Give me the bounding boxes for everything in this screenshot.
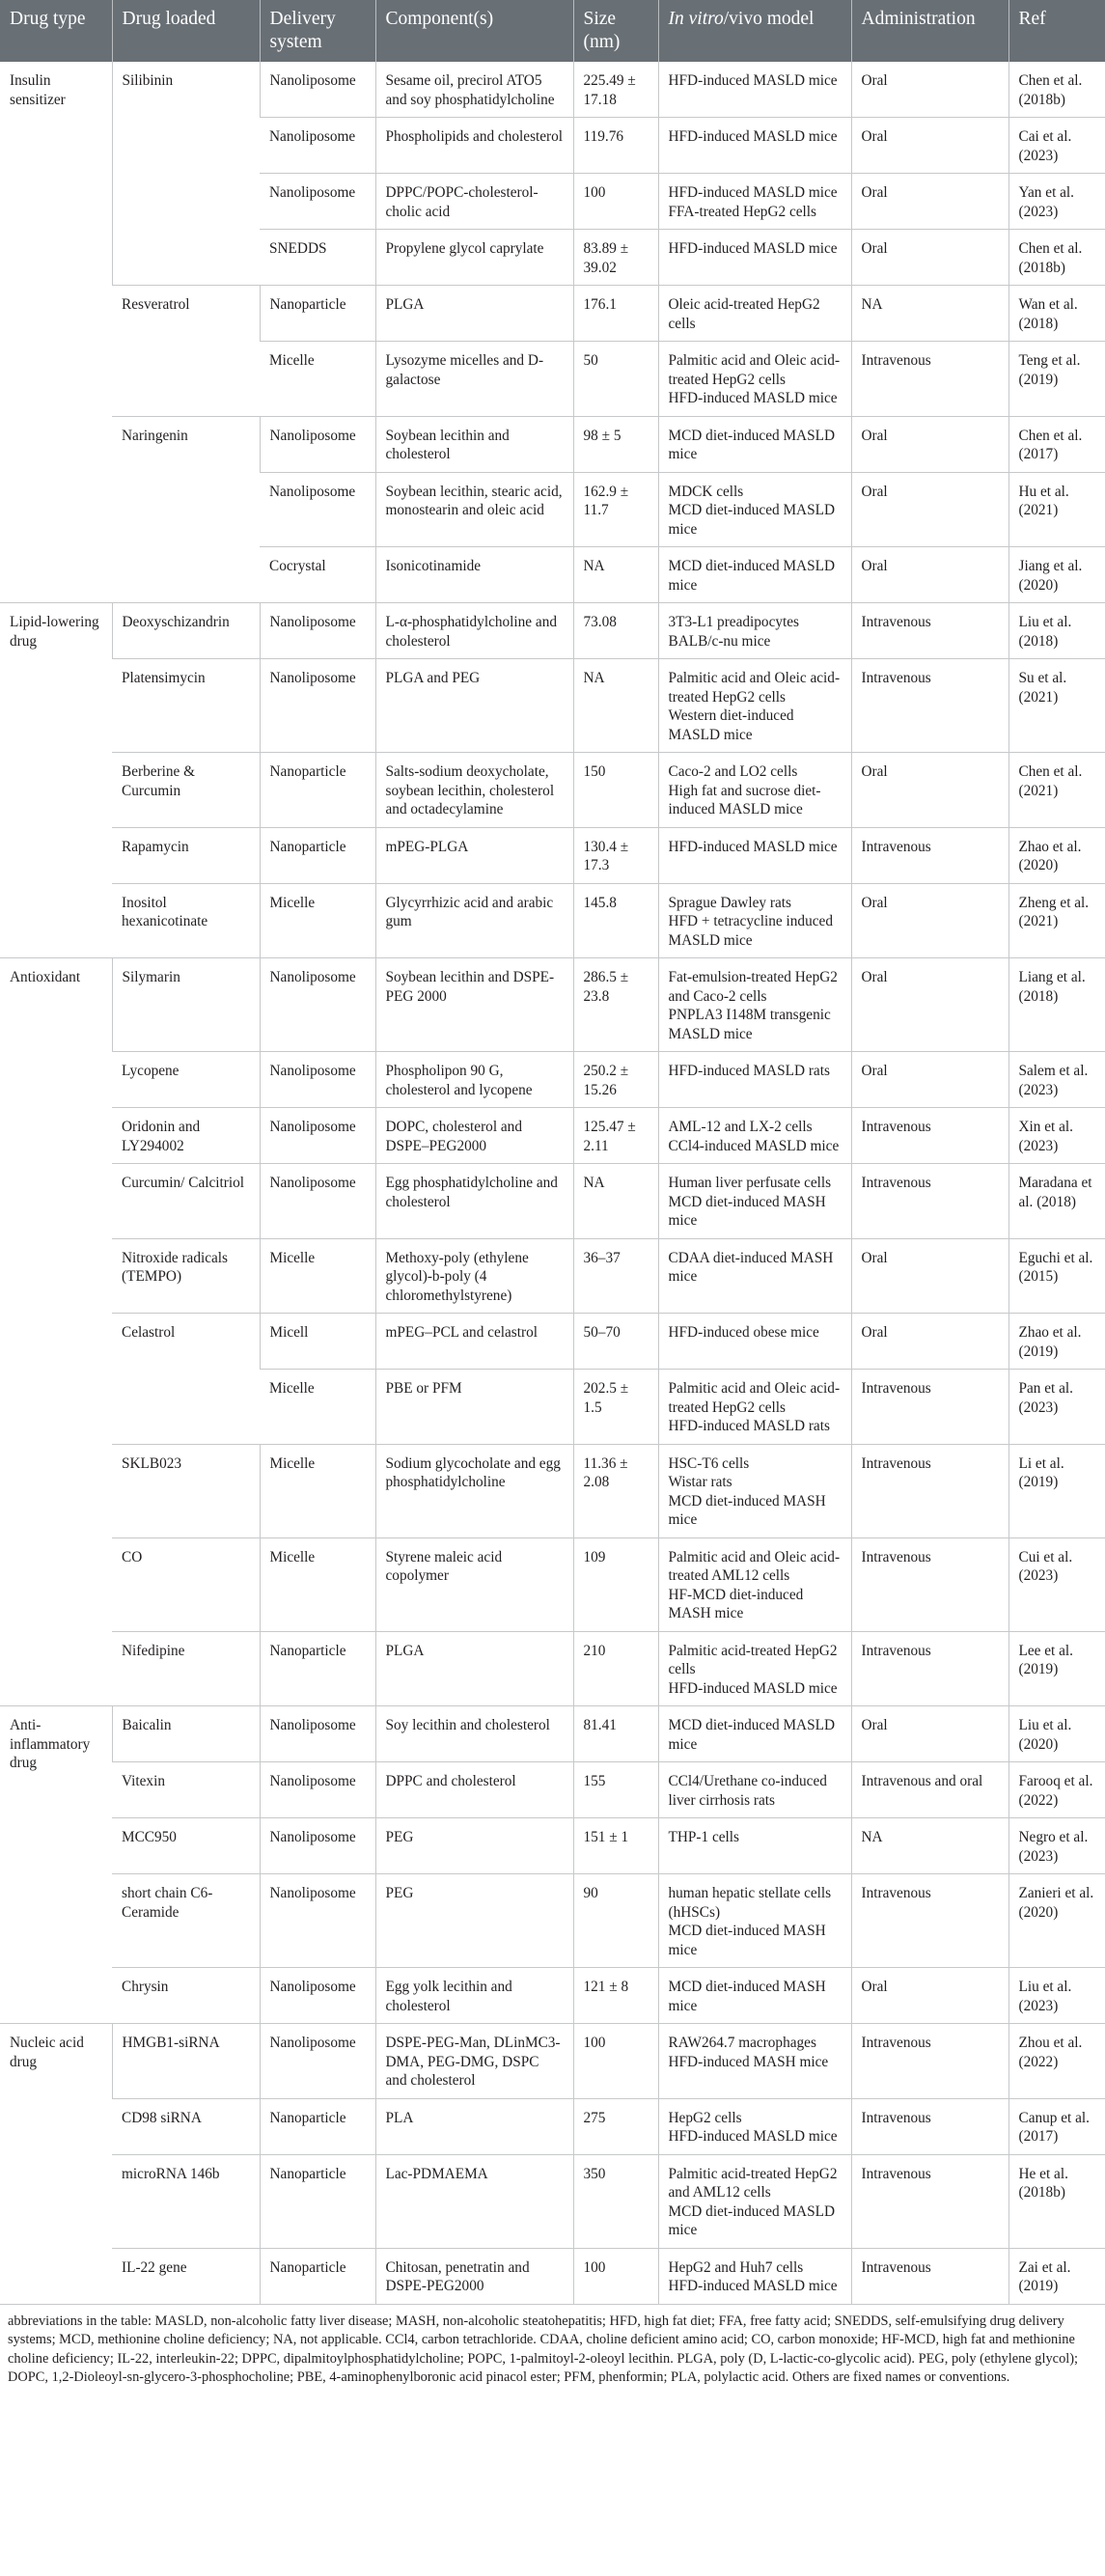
model-cell: Palmitic acid-treated HepG2 cells HFD-induced MASLD mice: [658, 1631, 851, 1706]
ref-cell: Liu et al. (2018): [1008, 603, 1105, 659]
model-cell: RAW264.7 macrophages HFD-induced MASH mice: [658, 2024, 851, 2099]
model-cell: HSC-T6 cells Wistar rats MCD diet-induced MASH mice: [658, 1444, 851, 1537]
model-cell: MDCK cells MCD diet-induced MASLD mice: [658, 472, 851, 547]
drug-loaded-cell: Celastrol: [112, 1314, 260, 1445]
table-row: [0, 1108, 1105, 1164]
delivery-system-cell: Nanoparticle: [260, 1631, 375, 1706]
delivery-system-cell: Nanoliposome: [260, 1762, 375, 1818]
drug-loaded-cell: short chain C6-Ceramide: [112, 1874, 260, 1968]
administration-cell: Intravenous: [851, 1444, 1008, 1537]
table-row: [0, 2024, 1105, 2099]
components-cell: Glycyrrhizic acid and arabic gum: [375, 883, 573, 958]
table-row: [0, 1444, 1105, 1537]
table-row: [0, 2098, 1105, 2154]
administration-cell: Intravenous: [851, 342, 1008, 417]
drug-loaded-cell: IL-22 gene: [112, 2248, 260, 2304]
header-size: Size (nm): [573, 0, 658, 62]
header-delivery-system: Delivery system: [260, 0, 375, 62]
administration-cell: Intravenous: [851, 1537, 1008, 1631]
ref-cell: Chen et al. (2018b): [1008, 62, 1105, 118]
model-cell: Palmitic acid and Oleic acid-treated HepG2 cells HFD-induced MASLD rats: [658, 1370, 851, 1445]
ref-cell: Zhao et al. (2020): [1008, 827, 1105, 883]
components-cell: Egg phosphatidylcholine and cholesterol: [375, 1164, 573, 1239]
drug-type-cell: Lipid-lowering drug: [0, 603, 112, 958]
model-cell: Palmitic acid-treated HepG2 and AML12 cells MCD diet-induced MASLD mice: [658, 2154, 851, 2248]
model-cell: 3T3-L1 preadipocytes BALB/c-nu mice: [658, 603, 851, 659]
table-row: [0, 2154, 1105, 2248]
drug-loaded-cell: Lycopene: [112, 1052, 260, 1108]
size-cell: 100: [573, 2248, 658, 2304]
administration-cell: Oral: [851, 958, 1008, 1052]
size-cell: 202.5 ± 1.5: [573, 1370, 658, 1445]
model-cell: Palmitic acid and Oleic acid-treated AML12 cells HF-MCD diet-induced MASH mice: [658, 1537, 851, 1631]
model-cell: AML-12 and LX-2 cells CCl4-induced MASLD mice: [658, 1108, 851, 1164]
ref-cell: Liu et al. (2020): [1008, 1706, 1105, 1762]
header-administration: Administration: [851, 0, 1008, 62]
administration-cell: Intravenous: [851, 659, 1008, 753]
size-cell: 36–37: [573, 1238, 658, 1314]
ref-cell: Jiang et al. (2020): [1008, 547, 1105, 603]
components-cell: PLA: [375, 2098, 573, 2154]
delivery-system-cell: Nanoliposome: [260, 958, 375, 1052]
delivery-system-cell: Cocrystal: [260, 547, 375, 603]
delivery-system-cell: Nanoparticle: [260, 827, 375, 883]
components-cell: Sodium glycocholate and egg phosphatidylcholine: [375, 1444, 573, 1537]
ref-cell: Canup et al. (2017): [1008, 2098, 1105, 2154]
model-cell: Palmitic acid and Oleic acid-treated HepG2 cells Western diet-induced MASLD mice: [658, 659, 851, 753]
header-model-italic: In vitro: [668, 9, 724, 29]
components-cell: Lac-PDMAEMA: [375, 2154, 573, 2248]
size-cell: 100: [573, 174, 658, 230]
size-cell: 90: [573, 1874, 658, 1968]
ref-cell: Lee et al. (2019): [1008, 1631, 1105, 1706]
model-cell: HFD-induced MASLD mice: [658, 827, 851, 883]
table-row: [0, 62, 1105, 118]
ref-cell: Li et al. (2019): [1008, 1444, 1105, 1537]
size-cell: NA: [573, 659, 658, 753]
drug-loaded-cell: CD98 siRNA: [112, 2098, 260, 2154]
size-cell: 98 ± 5: [573, 416, 658, 472]
administration-cell: Oral: [851, 1052, 1008, 1108]
delivery-system-cell: Nanoliposome: [260, 2024, 375, 2099]
components-cell: mPEG–PCL and celastrol: [375, 1314, 573, 1370]
table-row: [0, 1164, 1105, 1239]
administration-cell: Intravenous: [851, 827, 1008, 883]
administration-cell: NA: [851, 286, 1008, 342]
model-cell: HFD-induced MASLD rats: [658, 1052, 851, 1108]
administration-cell: Oral: [851, 547, 1008, 603]
table-row: [0, 883, 1105, 958]
administration-cell: Oral: [851, 472, 1008, 547]
delivery-system-cell: Micelle: [260, 1444, 375, 1537]
administration-cell: NA: [851, 1818, 1008, 1874]
delivery-system-cell: Nanoliposome: [260, 118, 375, 174]
drug-loaded-cell: HMGB1-siRNA: [112, 2024, 260, 2099]
model-cell: CCl4/Urethane co-induced liver cirrhosis rats: [658, 1762, 851, 1818]
drug-type-cell: Anti-inflammatory drug: [0, 1706, 112, 2024]
components-cell: Soybean lecithin, stearic acid, monostearin and oleic acid: [375, 472, 573, 547]
size-cell: 125.47 ± 2.11: [573, 1108, 658, 1164]
size-cell: 151 ± 1: [573, 1818, 658, 1874]
components-cell: Lysozyme micelles and D-galactose: [375, 342, 573, 417]
table-row: [0, 1874, 1105, 1968]
components-cell: Phospholipids and cholesterol: [375, 118, 573, 174]
drug-loaded-cell: Rapamycin: [112, 827, 260, 883]
delivery-system-cell: Nanoliposome: [260, 1968, 375, 2024]
drug-loaded-cell: Vitexin: [112, 1762, 260, 1818]
table-row: [0, 1968, 1105, 2024]
drug-loaded-cell: Resveratrol: [112, 286, 260, 417]
ref-cell: Liu et al. (2023): [1008, 1968, 1105, 2024]
administration-cell: Intravenous: [851, 1631, 1008, 1706]
model-cell: MCD diet-induced MASLD mice: [658, 547, 851, 603]
size-cell: 109: [573, 1537, 658, 1631]
ref-cell: Zanieri et al. (2020): [1008, 1874, 1105, 1968]
size-cell: 162.9 ± 11.7: [573, 472, 658, 547]
ref-cell: Zheng et al. (2021): [1008, 883, 1105, 958]
table-row: [0, 286, 1105, 342]
delivery-system-cell: Nanoliposome: [260, 603, 375, 659]
components-cell: Phospholipon 90 G, cholesterol and lycopene: [375, 1052, 573, 1108]
delivery-system-cell: Nanoliposome: [260, 1164, 375, 1239]
drug-loaded-cell: SKLB023: [112, 1444, 260, 1537]
components-cell: PBE or PFM: [375, 1370, 573, 1445]
table-row: [0, 1052, 1105, 1108]
ref-cell: Maradana et al. (2018): [1008, 1164, 1105, 1239]
administration-cell: Oral: [851, 416, 1008, 472]
ref-cell: Zai et al. (2019): [1008, 2248, 1105, 2304]
ref-cell: Cai et al. (2023): [1008, 118, 1105, 174]
model-cell: Oleic acid-treated HepG2 cells: [658, 286, 851, 342]
components-cell: Styrene maleic acid copolymer: [375, 1537, 573, 1631]
administration-cell: Oral: [851, 1706, 1008, 1762]
drug-loaded-cell: MCC950: [112, 1818, 260, 1874]
ref-cell: Zhao et al. (2019): [1008, 1314, 1105, 1370]
ref-cell: Teng et al. (2019): [1008, 342, 1105, 417]
ref-cell: Chen et al. (2021): [1008, 753, 1105, 828]
drug-loaded-cell: CO: [112, 1537, 260, 1631]
model-cell: MCD diet-induced MASLD mice: [658, 1706, 851, 1762]
components-cell: DOPC, cholesterol and DSPE–PEG2000: [375, 1108, 573, 1164]
ref-cell: Zhou et al. (2022): [1008, 2024, 1105, 2099]
delivery-system-cell: Nanoparticle: [260, 2248, 375, 2304]
delivery-system-cell: Nanoliposome: [260, 1706, 375, 1762]
delivery-system-cell: Nanoliposome: [260, 1818, 375, 1874]
administration-cell: Oral: [851, 118, 1008, 174]
drug-loaded-cell: Platensimycin: [112, 659, 260, 753]
table-row: [0, 827, 1105, 883]
administration-cell: Oral: [851, 174, 1008, 230]
components-cell: Propylene glycol caprylate: [375, 230, 573, 286]
delivery-system-cell: Nanoliposome: [260, 472, 375, 547]
drug-loaded-cell: Silibinin: [112, 62, 260, 286]
size-cell: 150: [573, 753, 658, 828]
model-cell: Sprague Dawley rats HFD + tetracycline induced MASLD mice: [658, 883, 851, 958]
table-row: [0, 1537, 1105, 1631]
components-cell: Soy lecithin and cholesterol: [375, 1706, 573, 1762]
size-cell: 275: [573, 2098, 658, 2154]
size-cell: 225.49 ± 17.18: [573, 62, 658, 118]
delivery-system-cell: Micelle: [260, 1537, 375, 1631]
size-cell: 210: [573, 1631, 658, 1706]
administration-cell: Oral: [851, 1238, 1008, 1314]
model-cell: Caco-2 and LO2 cells High fat and sucrose diet-induced MASLD mice: [658, 753, 851, 828]
table-row: [0, 603, 1105, 659]
table-row: [0, 1706, 1105, 1762]
drug-loaded-cell: Silymarin: [112, 958, 260, 1052]
administration-cell: Oral: [851, 1968, 1008, 2024]
ref-cell: Pan et al. (2023): [1008, 1370, 1105, 1445]
administration-cell: Intravenous: [851, 2248, 1008, 2304]
drug-loaded-cell: Baicalin: [112, 1706, 260, 1762]
size-cell: 11.36 ± 2.08: [573, 1444, 658, 1537]
size-cell: 119.76: [573, 118, 658, 174]
table-row: [0, 1314, 1105, 1370]
administration-cell: Intravenous: [851, 2098, 1008, 2154]
administration-cell: Intravenous: [851, 1164, 1008, 1239]
header-components: Component(s): [375, 0, 573, 62]
components-cell: Methoxy-poly (ethylene glycol)-b-poly (4 chloromethylstyrene): [375, 1238, 573, 1314]
administration-cell: Oral: [851, 62, 1008, 118]
model-cell: HFD-induced MASLD mice: [658, 118, 851, 174]
components-cell: Soybean lecithin and cholesterol: [375, 416, 573, 472]
administration-cell: Oral: [851, 883, 1008, 958]
administration-cell: Intravenous: [851, 603, 1008, 659]
administration-cell: Oral: [851, 753, 1008, 828]
drug-loaded-cell: Berberine & Curcumin: [112, 753, 260, 828]
ref-cell: Hu et al. (2021): [1008, 472, 1105, 547]
model-cell: Fat-emulsion-treated HepG2 and Caco-2 cells PNPLA3 I148M transgenic MASLD mice: [658, 958, 851, 1052]
size-cell: 73.08: [573, 603, 658, 659]
table-row: [0, 2248, 1105, 2304]
delivery-system-cell: Nanoparticle: [260, 2154, 375, 2248]
model-cell: CDAA diet-induced MASH mice: [658, 1238, 851, 1314]
model-cell: MCD diet-induced MASLD mice: [658, 416, 851, 472]
size-cell: NA: [573, 1164, 658, 1239]
ref-cell: Salem et al. (2023): [1008, 1052, 1105, 1108]
model-cell: MCD diet-induced MASH mice: [658, 1968, 851, 2024]
delivery-system-cell: Micelle: [260, 883, 375, 958]
delivery-system-cell: Micelle: [260, 1370, 375, 1445]
administration-cell: Intravenous: [851, 1108, 1008, 1164]
drug-type-cell: Nucleic acid drug: [0, 2024, 112, 2305]
components-cell: mPEG-PLGA: [375, 827, 573, 883]
delivery-system-cell: Nanoparticle: [260, 753, 375, 828]
ref-cell: Eguchi et al. (2015): [1008, 1238, 1105, 1314]
drug-loaded-cell: microRNA 146b: [112, 2154, 260, 2248]
components-cell: PLGA: [375, 1631, 573, 1706]
table-row: [0, 659, 1105, 753]
components-cell: PLGA and PEG: [375, 659, 573, 753]
size-cell: 250.2 ± 15.26: [573, 1052, 658, 1108]
header-ref: Ref: [1008, 0, 1105, 62]
table-row: [0, 1238, 1105, 1314]
ref-cell: Farooq et al. (2022): [1008, 1762, 1105, 1818]
size-cell: 286.5 ± 23.8: [573, 958, 658, 1052]
model-cell: HepG2 and Huh7 cells HFD-induced MASLD mice: [658, 2248, 851, 2304]
size-cell: 145.8: [573, 883, 658, 958]
model-cell: HFD-induced obese mice: [658, 1314, 851, 1370]
model-cell: Human liver perfusate cells MCD diet-induced MASH mice: [658, 1164, 851, 1239]
components-cell: PLGA: [375, 286, 573, 342]
components-cell: Egg yolk lecithin and cholesterol: [375, 1968, 573, 2024]
header-model: [658, 0, 851, 62]
components-cell: Soybean lecithin and DSPE-PEG 2000: [375, 958, 573, 1052]
delivery-system-cell: Micell: [260, 1314, 375, 1370]
drug-loaded-cell: Deoxyschizandrin: [112, 603, 260, 659]
drug-loaded-cell: Oridonin and LY294002: [112, 1108, 260, 1164]
delivery-system-cell: Nanoliposome: [260, 1874, 375, 1968]
table-row: [0, 1631, 1105, 1706]
delivery-system-cell: Nanoliposome: [260, 174, 375, 230]
ref-cell: Liang et al. (2018): [1008, 958, 1105, 1052]
model-cell: HFD-induced MASLD mice FFA-treated HepG2 cells: [658, 174, 851, 230]
drug-loaded-cell: Inositol hexanicotinate: [112, 883, 260, 958]
model-cell: HFD-induced MASLD mice: [658, 230, 851, 286]
components-cell: Salts-sodium deoxycholate, soybean lecithin, cholesterol and octadecylamine: [375, 753, 573, 828]
drug-loaded-cell: Naringenin: [112, 416, 260, 603]
model-cell: THP-1 cells: [658, 1818, 851, 1874]
drug-type-cell: Insulin sensitizer: [0, 62, 112, 603]
size-cell: 121 ± 8: [573, 1968, 658, 2024]
drug-loaded-cell: Chrysin: [112, 1968, 260, 2024]
size-cell: 155: [573, 1762, 658, 1818]
delivery-system-cell: Nanoliposome: [260, 1052, 375, 1108]
drug-loaded-cell: Curcumin/ Calcitriol: [112, 1164, 260, 1239]
administration-cell: Intravenous: [851, 1874, 1008, 1968]
ref-cell: Su et al. (2021): [1008, 659, 1105, 753]
delivery-system-cell: Micelle: [260, 342, 375, 417]
size-cell: 130.4 ± 17.3: [573, 827, 658, 883]
delivery-system-cell: Nanoliposome: [260, 62, 375, 118]
drug-loaded-cell: Nifedipine: [112, 1631, 260, 1706]
delivery-system-cell: Nanoliposome: [260, 659, 375, 753]
table-row: [0, 958, 1105, 1052]
table-footnote: abbreviations in the table: MASLD, non-alcoholic fatty liver disease; MASH, non-alcoholic steatohepatitis; HFD, high fat diet; FFA, free fatty acid; SNEDDS, self-emulsifying drug delivery systems; MCD, methionine choline deficiency; NA, not applicable. CCl4, carbon tetrachloride. CDAA, choline deficient amino acid; CO, carbon monoxide; HF-MCD, high fat and methionine choline deficiency; IL-22, interleukin-22; DPPC, dipalmitoylphosphatidylcholine; POPC, 1-palmitoyl-2-oleoyl lecithin. PLGA, poly (D, L-lactic-co-glycolic acid). PEG, poly (ethylene glycol); DOPC, 1,2-Dioleoyl-sn-glycero-3-phosphocholine; PBE, 4-aminophenylboronic acid pinacol ester; PFM, phenformin; PLA, polylactic acid. Others are fixed names or conventions.: [8, 2313, 1079, 2385]
size-cell: 50–70: [573, 1314, 658, 1370]
ref-cell: Wan et al. (2018): [1008, 286, 1105, 342]
administration-cell: Oral: [851, 230, 1008, 286]
ref-cell: He et al. (2018b): [1008, 2154, 1105, 2248]
header-row: [0, 0, 1105, 62]
header-drug-loaded: Drug loaded: [112, 0, 260, 62]
size-cell: 83.89 ± 39.02: [573, 230, 658, 286]
components-cell: DSPE-PEG-Man, DLinMC3-DMA, PEG-DMG, DSPC and cholesterol: [375, 2024, 573, 2099]
delivery-system-cell: Nanoparticle: [260, 2098, 375, 2154]
administration-cell: Intravenous and oral: [851, 1762, 1008, 1818]
size-cell: NA: [573, 547, 658, 603]
model-cell: HepG2 cells HFD-induced MASLD mice: [658, 2098, 851, 2154]
administration-cell: Intravenous: [851, 1370, 1008, 1445]
components-cell: Sesame oil, precirol ATO5 and soy phosphatidylcholine: [375, 62, 573, 118]
header-drug-type: Drug type: [0, 0, 112, 62]
components-cell: PEG: [375, 1818, 573, 1874]
delivery-system-cell: Nanoliposome: [260, 416, 375, 472]
ref-cell: Yan et al. (2023): [1008, 174, 1105, 230]
model-cell: HFD-induced MASLD mice: [658, 62, 851, 118]
ref-cell: Cui et al. (2023): [1008, 1537, 1105, 1631]
delivery-system-cell: SNEDDS: [260, 230, 375, 286]
delivery-system-cell: Nanoparticle: [260, 286, 375, 342]
drug-type-cell: Antioxidant: [0, 958, 112, 1706]
ref-cell: Chen et al. (2018b): [1008, 230, 1105, 286]
size-cell: 81.41: [573, 1706, 658, 1762]
components-cell: Chitosan, penetratin and DSPE-PEG2000: [375, 2248, 573, 2304]
components-cell: Isonicotinamide: [375, 547, 573, 603]
table-row: [0, 753, 1105, 828]
size-cell: 176.1: [573, 286, 658, 342]
components-cell: DPPC/POPC-cholesterol-cholic acid: [375, 174, 573, 230]
components-cell: PEG: [375, 1874, 573, 1968]
table-header: [0, 0, 1105, 62]
model-cell: Palmitic acid and Oleic acid-treated HepG2 cells HFD-induced MASLD mice: [658, 342, 851, 417]
components-cell: L-α-phosphatidylcholine and cholesterol: [375, 603, 573, 659]
delivery-system-cell: Micelle: [260, 1238, 375, 1314]
size-cell: 350: [573, 2154, 658, 2248]
table-row: [0, 1762, 1105, 1818]
components-cell: DPPC and cholesterol: [375, 1762, 573, 1818]
administration-cell: Oral: [851, 1314, 1008, 1370]
size-cell: 50: [573, 342, 658, 417]
drug-loaded-cell: Nitroxide radicals (TEMPO): [112, 1238, 260, 1314]
delivery-system-cell: Nanoliposome: [260, 1108, 375, 1164]
administration-cell: Intravenous: [851, 2024, 1008, 2099]
table-row: [0, 416, 1105, 472]
size-cell: 100: [573, 2024, 658, 2099]
ref-cell: Negro et al. (2023): [1008, 1818, 1105, 1874]
table-row: [0, 1818, 1105, 1874]
ref-cell: Xin et al. (2023): [1008, 1108, 1105, 1164]
ref-cell: Chen et al. (2017): [1008, 416, 1105, 472]
table-body: [0, 62, 1105, 2304]
header-model-rest: /vivo model: [723, 9, 815, 29]
administration-cell: Intravenous: [851, 2154, 1008, 2248]
model-cell: human hepatic stellate cells (hHSCs) MCD diet-induced MASH mice: [658, 1874, 851, 1968]
